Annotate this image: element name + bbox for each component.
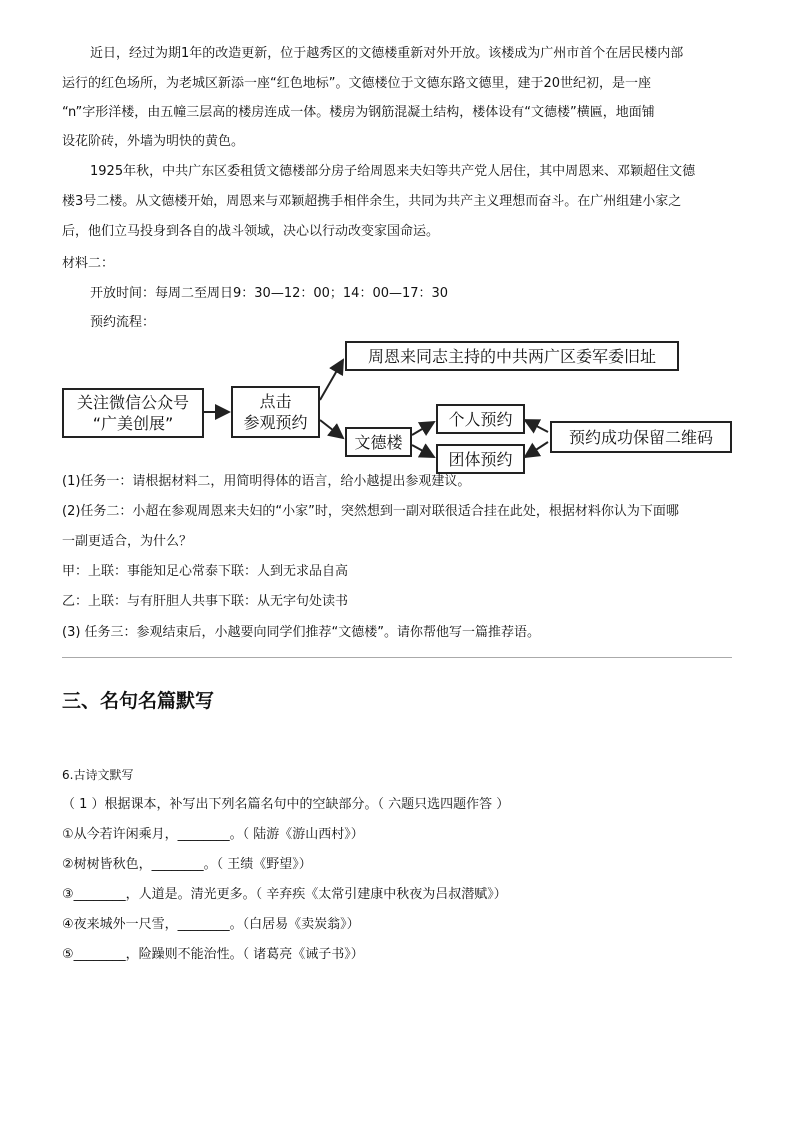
personal-reserve-label: 个人预约 (448, 409, 513, 429)
material1-p1-line3: “n”字形洋楼，由五幢三层高的楼房连成一体。楼房为钢筋混凝土结构，楼体设有“文德楼”横匾，地面铺 (62, 105, 655, 120)
section-title: 三、名句名篇默写 (62, 690, 215, 712)
wende-building-box (345, 427, 412, 457)
flow-label: 预约流程： (90, 315, 156, 330)
task-3: (3) 任务三：参观结束后，小越要向同学们推荐“文德楼”。请你帮他写一篇推荐语。 (62, 625, 541, 640)
q6-instruction: （ 1 ）根据课本，补写出下列名篇名句中的空缺部分。（ 六题只选四题作答 ） (62, 797, 510, 812)
arrow-click-to-hq (320, 360, 343, 400)
q6-item-4: ④夜来城外一尺雪，________。（白居易《卖炭翁》） (62, 917, 360, 932)
q6-item-5: ⑤________，险躁则不能治性。（ 诸葛亮《诫子书》） (62, 947, 364, 962)
group-reserve-label: 团体预约 (448, 449, 513, 469)
group-reserve-box (436, 444, 525, 474)
arrow-wende-to-personal (412, 422, 434, 435)
q6-item-2: ②树树皆秋色，________。（ 王绩《野望》） (62, 857, 312, 872)
task-1: (1)任务一：请根据材料二，用简明得体的语言，给小越提出参观建议。 (62, 474, 471, 489)
q6-item-3: ③________，人道是。清光更多。（ 辛弃疾《太常引建康中秋夜为吕叔潜赋》） (62, 887, 507, 902)
material1-p2-line2: 楼3号二楼。从文德楼开始，周恩来与邓颖超携手相伴余生，共同为共产主义理想而奋斗。在广州组建小家之 (62, 194, 682, 209)
click-reserve-line1: 点击 (259, 392, 292, 411)
arrow-click-to-wende (320, 420, 343, 438)
click-reserve-line2: 参观预约 (243, 413, 308, 432)
material2-heading: 材料二： (62, 256, 115, 271)
hq-site-label: 周恩来同志主持的中共两广区委军委旧址 (367, 346, 656, 366)
couplet-b: 乙：上联：与有肝胆人共事下联：从无字句处读书 (62, 594, 349, 609)
material1-p1-line2: 运行的红色场所，为老城区新添一座“红色地标”。文德楼位于文德东路文德里，建于20世纪初，是一座 (62, 76, 652, 91)
wende-building-label: 文德楼 (354, 432, 403, 452)
arrow-qrcode-to-group (525, 442, 548, 457)
follow-wechat-box (62, 388, 204, 438)
q6-item-1: ①从今若许闲乘月，________。（ 陆游《游山西村》） (62, 827, 364, 842)
qrcode-box (550, 421, 732, 453)
hq-site-box (345, 341, 679, 371)
material1-p1-line1: 近日，经过为期1年的改造更新，位于越秀区的文德楼重新对外开放。该楼成为广州市首个在居民楼内部 (90, 46, 684, 61)
q6-title: 6.古诗文默写 (62, 768, 134, 782)
arrow-qrcode-to-personal (525, 420, 548, 432)
follow-wechat-line1: 关注微信公众号 (76, 393, 189, 412)
follow-wechat-line2: “广美创展” (92, 414, 174, 433)
material1-p1-line4: 设花阶砖，外墙为明快的黄色。 (62, 134, 245, 149)
flowchart (0, 0, 793, 480)
material1-p2-line1: 1925年秋，中共广东区委租赁文德楼部分房子给周恩来夫妇等共产党人居住，其中周恩来、邓颖超住文德 (90, 164, 696, 179)
section-divider (62, 657, 732, 658)
couplet-a: 甲：上联：事能知足心常泰下联：人到无求品自高 (62, 564, 349, 579)
personal-reserve-box (436, 404, 525, 434)
material1-p2-line3: 后，他们立马投身到各自的战斗领域，决心以行动改变家国命运。 (62, 224, 440, 239)
arrow-wende-to-group (412, 445, 434, 457)
qrcode-label: 预约成功保留二维码 (568, 427, 713, 447)
click-reserve-box (231, 386, 320, 438)
task-2-line1: (2)任务二：小超在参观周恩来夫妇的“小家”时，突然想到一副对联很适合挂在此处，根据材料你认为下面哪 (62, 504, 679, 519)
opening-hours: 开放时间：每周二至周日9：30—12：00；14：00—17：30 (90, 286, 449, 301)
task-2-line2: 一副更适合，为什么？ (62, 534, 193, 549)
